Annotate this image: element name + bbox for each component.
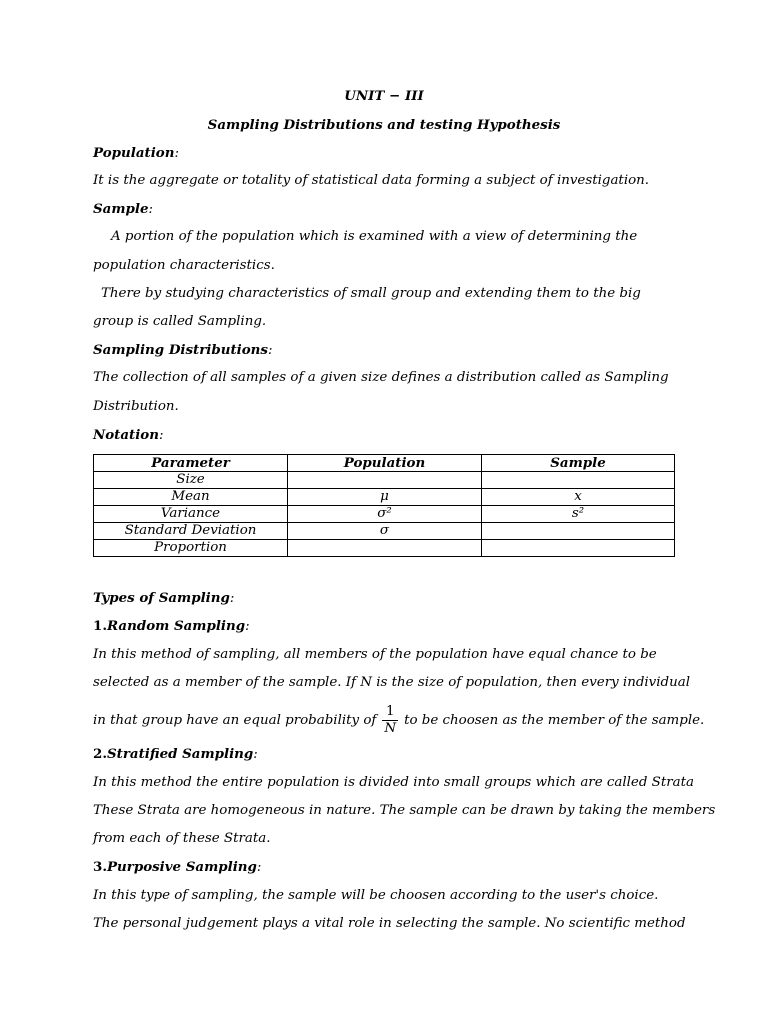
random-text-line-3-pre: in that group have an equal probability of <box>93 713 377 728</box>
random-number: 1. <box>93 618 107 634</box>
stratified-colon: : <box>253 747 258 762</box>
stratified-heading-line <box>93 745 258 764</box>
table-cell: σ <box>288 523 482 540</box>
sample-heading: Sample <box>93 201 149 217</box>
random-text-line-3 <box>93 703 704 739</box>
table-cell <box>482 489 675 506</box>
table-header-cell: Parameter <box>94 455 288 472</box>
table-cell: Proportion <box>94 540 288 557</box>
table-row <box>94 540 675 557</box>
fraction-denominator: N <box>384 721 397 736</box>
table-row <box>94 523 675 540</box>
population-colon: : <box>174 146 179 161</box>
sampling-distributions-colon: : <box>267 343 273 358</box>
probability-fraction <box>382 704 398 737</box>
table-cell: Standard Deviation <box>94 523 288 540</box>
stratified-number: 2. <box>93 746 107 762</box>
population-text: It is the aggregate or totality of statistical data forming a subject of investigation. <box>93 173 650 188</box>
sampling-distributions-line-2: Distribution. <box>93 399 179 414</box>
table-cell: Size <box>94 472 288 489</box>
purposive-heading-line <box>93 858 261 877</box>
table-cell: Mean <box>94 489 288 506</box>
table-row <box>94 489 675 506</box>
purposive-text-line-1: In this type of sampling, the sample will be choosen according to the user's choice. <box>93 888 659 903</box>
sampling-distributions-heading-line <box>93 341 272 360</box>
population-heading-line <box>93 144 179 163</box>
sample-colon: : <box>148 202 154 217</box>
sample-text-line-2: population characteristics. <box>93 258 275 273</box>
table-cell: μ <box>288 489 482 506</box>
notation-table <box>93 454 675 557</box>
stratified-text-line-2: These Strata are homogeneous in nature. The sample can be drawn by taking the members <box>93 803 716 818</box>
purposive-text-line-2: The personal judgement plays a vital role in selecting the sample. No scientific method <box>93 916 686 931</box>
sample-text-line-1: A portion of the population which is examined with a view of determining the <box>111 229 638 244</box>
sampling-distributions-line-1: The collection of all samples of a given size defines a distribution called as Sampling <box>93 370 669 385</box>
table-row <box>94 472 675 489</box>
sample-text-line-4: group is called Sampling. <box>93 314 267 329</box>
sample-text-line-3: There by studying characteristics of small group and extending them to the big <box>101 286 641 301</box>
table-cell <box>288 540 482 557</box>
notation-heading: Notation <box>93 427 159 443</box>
population-heading: Population <box>93 145 175 161</box>
table-cell <box>482 540 675 557</box>
table-row <box>94 506 675 523</box>
stratified-heading: Stratified Sampling <box>106 746 254 762</box>
random-heading: Random Sampling <box>106 618 246 634</box>
stratified-text-line-3: from each of these Strata. <box>93 831 271 846</box>
table-cell: s² <box>482 506 675 523</box>
random-text-line-3-post: to be choosen as the member of the sample. <box>404 713 705 728</box>
types-heading-line <box>93 589 234 608</box>
notation-heading-line <box>93 426 164 445</box>
fraction-numerator: 1 <box>382 704 398 721</box>
random-text-line-2: selected as a member of the sample. If N is the size of population, then every individual <box>93 675 690 690</box>
random-text-line-1: In this method of sampling, all members of the population have equal chance to be <box>93 647 657 662</box>
page-subtitle: Sampling Distributions and testing Hypothesis <box>207 117 561 133</box>
table-cell: σ² <box>288 506 482 523</box>
unit-title: UNIT − III <box>344 88 424 104</box>
types-heading: Types of Sampling <box>93 590 230 606</box>
random-heading-line <box>93 617 250 636</box>
stratified-text-line-1: In this method the entire population is divided into small groups which are called Strata <box>93 775 694 790</box>
table-header-row <box>94 455 675 472</box>
purposive-number: 3. <box>93 859 107 875</box>
sample-mean-symbol: $\overline{x}$ <box>574 489 582 504</box>
table-cell <box>288 472 482 489</box>
table-cell: Variance <box>94 506 288 523</box>
types-colon: : <box>229 591 235 606</box>
table-header-cell: Sample <box>482 455 675 472</box>
random-colon: : <box>245 619 250 634</box>
purposive-heading: Purposive Sampling <box>106 859 257 875</box>
notation-colon: : <box>158 428 164 443</box>
table-cell <box>482 472 675 489</box>
sampling-distributions-heading: Sampling Distributions <box>93 342 268 358</box>
table-cell <box>482 523 675 540</box>
sample-heading-line <box>93 200 153 219</box>
purposive-colon: : <box>256 860 262 875</box>
table-header-cell: Population <box>288 455 482 472</box>
